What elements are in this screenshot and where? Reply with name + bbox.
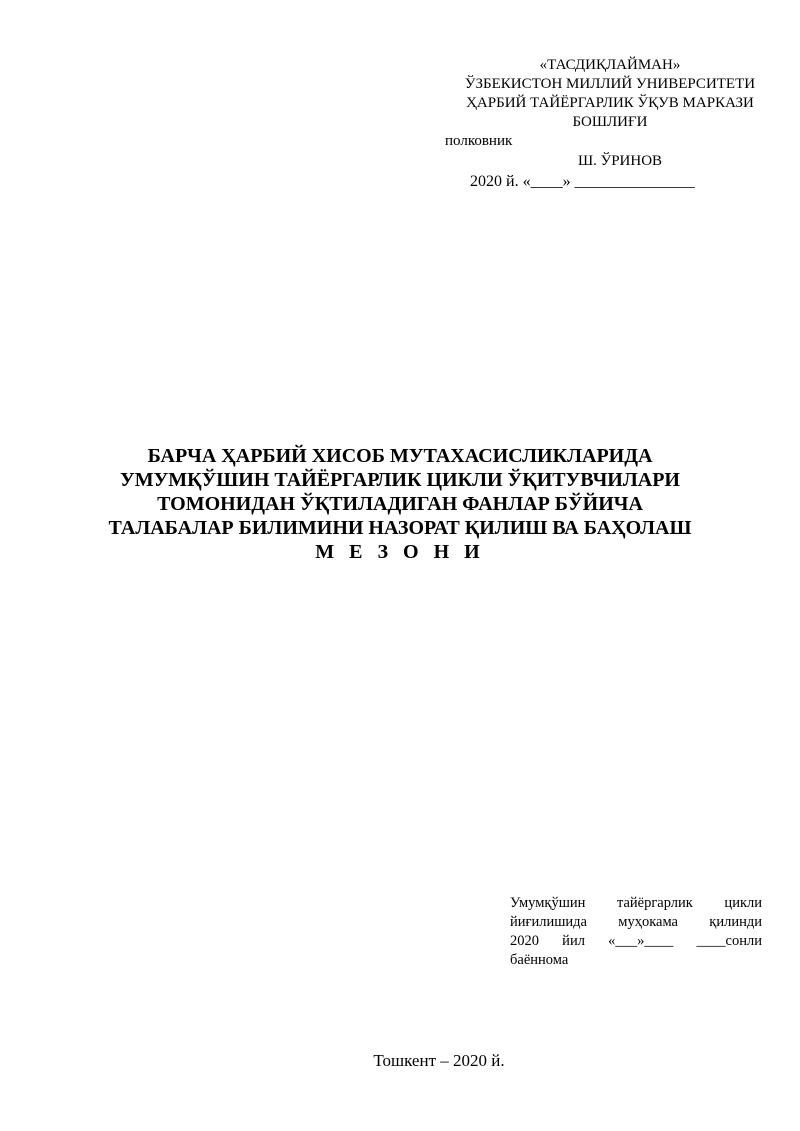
approval-rank: полковник (445, 133, 513, 149)
approval-block (440, 56, 760, 191)
approval-org-line1: ЎЗБЕКИСТОН МИЛЛИЙ УНИВЕРСИТЕТИ (464, 76, 756, 92)
discussion-line1: Умумқўшин тайёргарлик цикли (510, 895, 762, 911)
title-line5: М Е З О Н И (315, 541, 485, 563)
document-title (40, 444, 760, 564)
approval-org-line2: ҲАРБИЙ ТАЙЁРГАРЛИК ЎҚУВ МАРКАЗИ (466, 95, 754, 111)
approval-header: «ТАСДИҚЛАЙМАН» (539, 57, 681, 73)
discussion-line3: 2020 йил «___»____ ____сонли (510, 933, 762, 949)
approval-position: БОШЛИҒИ (572, 114, 648, 130)
title-line1: БАРЧА ҲАРБИЙ ХИСОБ МУТАХАСИСЛИКЛАРИДА (147, 445, 653, 467)
approval-date-line: 2020 й. «____» _______________ (470, 173, 695, 190)
approval-name: Ш. ЎРИНОВ (577, 153, 663, 169)
title-line4: ТАЛАБАЛАР БИЛИМИНИ НАЗОРАТ ҚИЛИШ ВА БАҲОЛАШ (108, 517, 692, 539)
title-line3: ТОМОНИДАН ЎҚТИЛАДИГАН ФАНЛАР БЎЙИЧА (157, 493, 643, 515)
title-line2: УМУМҚЎШИН ТАЙЁРГАРЛИК ЦИКЛИ ЎҚИТУВЧИЛАРИ (120, 469, 680, 491)
discussion-line2: йиғилишида муҳокама қилинди (510, 914, 762, 930)
discussion-note (510, 894, 762, 970)
city-year: Тошкент – 2020 й. (373, 1051, 505, 1070)
discussion-line4: баённома (510, 952, 569, 968)
